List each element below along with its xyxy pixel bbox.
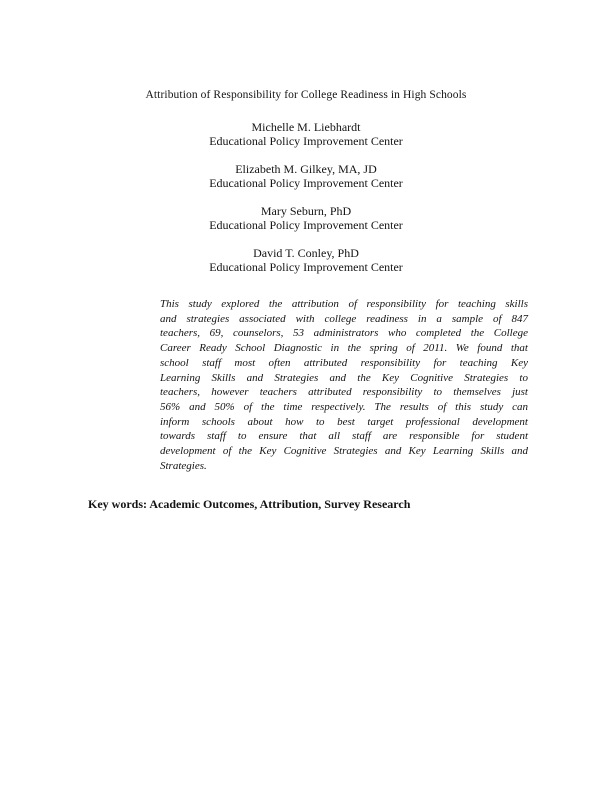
- abstract-line: towards staff to ensure that all staff are responsible for student: [160, 430, 528, 443]
- abstract-line: and strategies associated with college readiness in a sample of 847: [160, 312, 528, 325]
- author-affiliation: Educational Policy Improvement Center: [209, 176, 403, 190]
- author-block: [0, 246, 612, 274]
- author-block: [0, 162, 612, 190]
- abstract-line: Career Ready School Diagnostic in the spring of 2011. We found that: [160, 342, 528, 355]
- author-affiliation: Educational Policy Improvement Center: [209, 218, 403, 232]
- abstract-line: school staff most often attributed responsibility for teaching Key: [160, 356, 528, 369]
- abstract: [160, 297, 528, 473]
- abstract-line: 56% and 50% of the time respectively. The results of this study can: [160, 400, 528, 413]
- abstract-line: teachers, however teachers attributed responsibility to themselves just: [160, 386, 528, 399]
- abstract-line: inform schools about how to best target professional development: [160, 415, 528, 428]
- author-block: [0, 204, 612, 232]
- abstract-line: Strategies.: [160, 459, 207, 472]
- abstract-line: development of the Key Cognitive Strategies and Key Learning Skills and: [160, 445, 528, 458]
- abstract-line: Learning Skills and Strategies and the Key Cognitive Strategies to: [160, 371, 528, 384]
- author-affiliation: Educational Policy Improvement Center: [209, 134, 403, 148]
- paper-title: Attribution of Responsibility for College Readiness in High Schools: [145, 89, 467, 101]
- author-name: David T. Conley, PhD: [253, 246, 359, 260]
- author-name: Elizabeth M. Gilkey, MA, JD: [235, 162, 377, 176]
- keywords-line: Key words: Academic Outcomes, Attribution, Survey Research: [88, 497, 411, 511]
- author-name: Michelle M. Liebhardt: [251, 120, 361, 134]
- author-list: [0, 120, 612, 288]
- author-block: [0, 120, 612, 148]
- author-name: Mary Seburn, PhD: [260, 204, 352, 218]
- abstract-line: teachers, 69, counselors, 53 administrators who completed the College: [160, 327, 528, 340]
- abstract-line: This study explored the attribution of responsibility for teaching skills: [160, 298, 528, 310]
- author-affiliation: Educational Policy Improvement Center: [209, 260, 403, 274]
